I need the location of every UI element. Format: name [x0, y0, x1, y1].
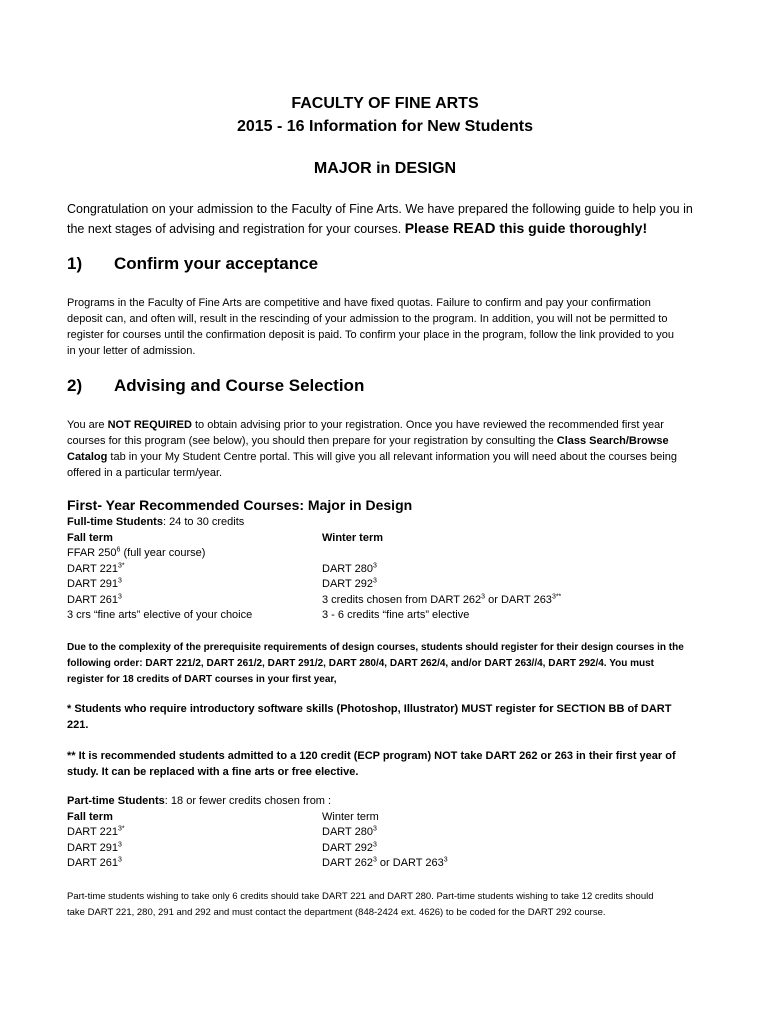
- section2-line-3: [67, 449, 677, 465]
- ecp-note: study. It can be replaced with a fine arts or free elective.: [67, 766, 359, 778]
- pt-winter-course: [322, 857, 448, 869]
- catalog-text: Catalog: [67, 451, 108, 463]
- credits-sup: 3**: [551, 593, 562, 601]
- fall-course: [67, 547, 205, 559]
- section2-title: Advising and Course Selection: [114, 376, 365, 395]
- parttime-credits: : 18 or fewer credits chosen from :: [164, 795, 332, 807]
- course-code: or DART 263: [485, 594, 552, 606]
- fall-term-label: Fall term: [67, 532, 113, 544]
- course-code: DART 280: [322, 826, 373, 838]
- complexity-note: register for 18 credits of DART courses in your first year,: [67, 674, 337, 685]
- text: tab in your My Student Centre portal. This will give you all relevant information you will need about the courses being: [107, 451, 678, 463]
- course-code: FFAR 250: [67, 547, 117, 559]
- section2-number: 2): [67, 376, 83, 395]
- credits-sup: 3: [372, 577, 377, 585]
- first-year-heading: First- Year Recommended Courses: Major in Design: [67, 497, 413, 513]
- fulltime-students: Full-time Students: [67, 516, 163, 528]
- section1-title: Confirm your acceptance: [114, 254, 319, 273]
- parttime-footer: Part-time students wishing to take only 6 credits should take DART 221 and DART 280. Part-time students wishing to take 12 credits should: [67, 891, 654, 902]
- credits-sup: 3*: [117, 825, 125, 833]
- credits-sup: 3: [372, 841, 377, 849]
- credits-sup: 3*: [117, 562, 125, 570]
- credits-sup: 3: [443, 856, 448, 864]
- pt-fall-term-label: Fall term: [67, 811, 113, 823]
- pt-winter-course: [322, 826, 377, 838]
- doc-title: FACULTY OF FINE ARTS: [291, 95, 479, 112]
- pt-fall-course: [67, 857, 122, 869]
- section1-line: register for courses until the confirmation deposit is paid. To confirm your place in the program, follow the link provided to you: [67, 329, 674, 341]
- fall-course: [67, 578, 122, 590]
- pt-fall-course: [67, 842, 122, 854]
- fulltime-label: [67, 516, 244, 528]
- credits-sup: 6: [116, 546, 121, 554]
- credits-sup: 3: [372, 825, 377, 833]
- parttime-footer: take DART 221, 280, 291 and 292 and must contact the department (848-2424 ext. 4626) to be coded for the DART 292 course.: [67, 907, 606, 918]
- winter-course: [322, 578, 377, 590]
- complexity-note: following order: DART 221/2, DART 261/2, DART 291/2, DART 280/4, DART 262/4, and/or DART 263//4, DART 292/4. You must: [67, 658, 655, 669]
- course-code: DART 292: [322, 578, 373, 590]
- section2-line-2: [67, 433, 669, 449]
- section1-line: in your letter of admission.: [67, 345, 196, 357]
- section2-line-1: [67, 417, 664, 433]
- text: You are: [67, 419, 108, 431]
- section1-line: Programs in the Faculty of Fine Arts are competitive and have fixed quotas. Failure to confirm and pay your confirmation: [67, 297, 651, 309]
- section1-number: 1): [67, 254, 83, 273]
- software-note: 221.: [67, 719, 89, 731]
- pt-fall-course: [67, 826, 125, 838]
- not-required-text: NOT REQUIRED: [107, 419, 192, 431]
- credits-sup: 3: [481, 593, 486, 601]
- winter-course: [322, 594, 561, 606]
- winter-term-label: Winter term: [322, 532, 384, 544]
- course-code: DART 261: [67, 594, 118, 606]
- course-code: DART 262: [322, 857, 373, 869]
- pt-winter-course: [322, 842, 377, 854]
- software-note: * Students who require introductory software skills (Photoshop, Illustrator) MUST register for SECTION BB of DART: [67, 703, 672, 715]
- course-code: DART 292: [322, 842, 373, 854]
- credits-sup: 3: [117, 593, 122, 601]
- course-code: DART 280: [322, 563, 373, 575]
- fall-course: [67, 563, 125, 575]
- winter-course: 3 - 6 credits “fine arts” elective: [322, 609, 470, 621]
- text: courses for this program (see below), you should then prepare for your registration by consulting the: [67, 435, 557, 447]
- winter-course: [322, 563, 377, 575]
- intro-text: the next stages of advising and registration for your courses.: [67, 222, 405, 236]
- class-search-text: Class Search/Browse: [556, 435, 669, 447]
- course-code: DART 221: [67, 826, 118, 838]
- fulltime-credits: : 24 to 30 credits: [162, 516, 245, 528]
- course-code: 3 credits chosen from DART 262: [322, 594, 482, 606]
- course-code: DART 261: [67, 857, 118, 869]
- course-code: or DART 263: [376, 857, 444, 869]
- text: to obtain advising prior to your registration. Once you have reviewed the recommended first year: [191, 419, 664, 431]
- credits-sup: 3: [117, 577, 122, 585]
- credits-sup: 3: [117, 856, 122, 864]
- complexity-note: Due to the complexity of the prerequisite requirements of design courses, students should register for their design courses in the: [67, 642, 684, 653]
- credits-sup: 3: [372, 562, 377, 570]
- section2-line-4: offered in a particular term/year.: [67, 467, 223, 479]
- fall-course: [67, 594, 122, 606]
- course-code: DART 291: [67, 578, 118, 590]
- credits-sup: 3: [372, 856, 377, 864]
- major-title: MAJOR in DESIGN: [313, 160, 457, 177]
- course-code: DART 221: [67, 563, 118, 575]
- course-note: (full year course): [120, 547, 206, 559]
- course-code: DART 291: [67, 842, 118, 854]
- intro-thoroughly: this guide thoroughly!: [495, 220, 648, 236]
- intro-read: READ: [452, 220, 496, 237]
- parttime-students: Part-time Students: [67, 795, 165, 807]
- parttime-label: [67, 795, 331, 807]
- ecp-note: ** It is recommended students admitted to a 120 credit (ECP program) NOT take DART 262 or 263 in their first year of: [67, 750, 676, 762]
- section1-line: deposit can, and often will, result in the rescinding of your admission to the program. In addition, you will not be permitted to: [67, 313, 668, 325]
- intro-please: Please: [404, 220, 453, 236]
- pt-winter-term-label: Winter term: [322, 811, 379, 823]
- doc-subtitle: 2015 - 16 Information for New Students: [236, 118, 534, 135]
- intro-line-2: [67, 219, 647, 239]
- fall-course: 3 crs “fine arts” elective of your choice: [67, 609, 253, 621]
- intro-line-1: Congratulation on your admission to the Faculty of Fine Arts. We have prepared the following guide to help you in: [67, 202, 693, 216]
- credits-sup: 3: [117, 841, 122, 849]
